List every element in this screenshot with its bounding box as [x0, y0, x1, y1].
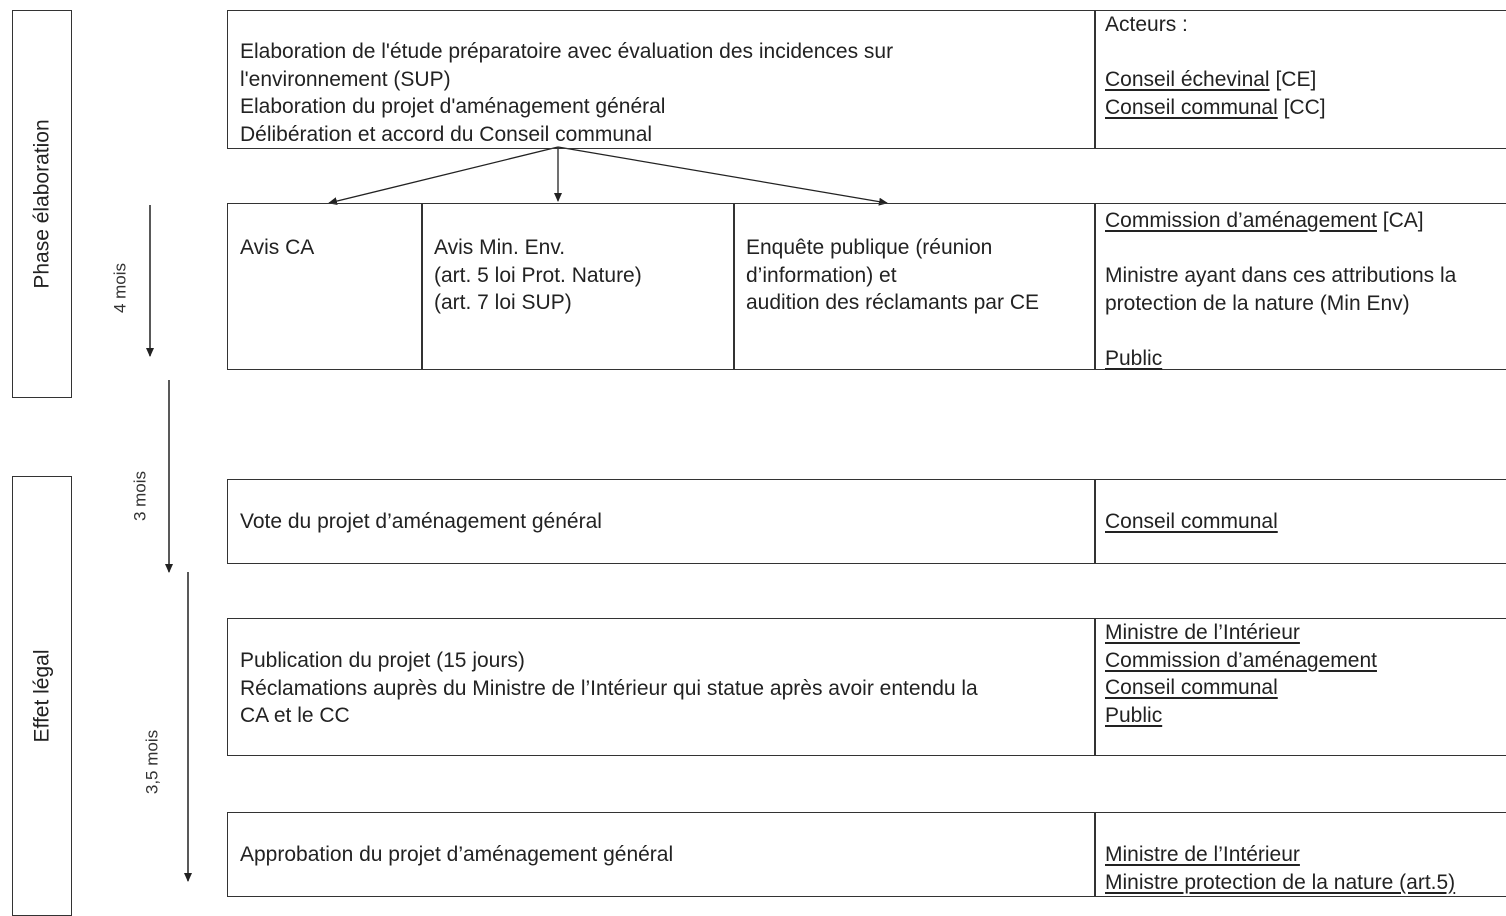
duration-4-mois: 4 mois — [110, 262, 130, 314]
step2-enquete-box — [733, 203, 1096, 370]
branch-arrow-enquete — [558, 147, 887, 203]
step1-line: l'environnement (SUP) — [240, 67, 451, 91]
duration-3-5-mois: 3,5 mois — [142, 729, 162, 795]
step1-text — [240, 38, 893, 148]
step3-actors-box — [1094, 479, 1506, 564]
step1-line: Elaboration du projet d'aménagement général — [240, 95, 666, 118]
step1-actors-box — [1094, 10, 1506, 149]
step4-actors — [1105, 619, 1377, 729]
step1-line: Délibération et accord du Conseil communal — [240, 122, 653, 146]
step2-avis-ca-box — [227, 203, 423, 370]
actor-abbr: [CC] — [1277, 95, 1326, 119]
step1-actors — [1105, 11, 1326, 121]
actor-name: Conseil communal — [1105, 676, 1278, 699]
step4-text — [240, 647, 978, 730]
step5-actors — [1105, 841, 1455, 896]
avis-min-line: Avis Min. Env. — [434, 236, 566, 259]
step5-actors-box — [1094, 812, 1506, 897]
duration-3-mois: 3 mois — [130, 470, 150, 522]
step4-line: Publication du projet (15 jours) — [240, 649, 525, 672]
enquete-line: Enquête publique (réunion — [746, 236, 993, 259]
actor-min-line: Ministre ayant dans ces attributions la — [1105, 264, 1457, 287]
phase-elaboration-label: Phase élaboration — [30, 119, 54, 289]
actor-name: Ministre protection de la nature (art.5) — [1105, 870, 1456, 894]
avis-min-text — [434, 234, 642, 317]
branch-arrow-ca — [329, 147, 558, 203]
actor-name: Conseil communal — [1105, 95, 1278, 119]
actor-item — [1105, 66, 1326, 94]
phase-effet-legal-label: Effet légal — [30, 649, 54, 743]
actor-name: Ministre de l’Intérieur — [1105, 843, 1300, 866]
step2-avis-min-box — [421, 203, 735, 370]
avis-min-line: (art. 5 loi Prot. Nature) — [434, 263, 642, 287]
step3-actor: Conseil communal — [1105, 510, 1278, 533]
step2-actors-box — [1094, 203, 1506, 370]
actor-name: Ministre de l’Intérieur — [1105, 621, 1300, 644]
enquete-text — [746, 234, 1039, 317]
step5-main-box — [227, 812, 1096, 897]
actor-public: Public — [1105, 346, 1163, 370]
step1-line: Elaboration de l'étude préparatoire avec évaluation des incidences sur — [240, 40, 894, 63]
actor-item — [1105, 207, 1456, 235]
actor-name: Conseil échevinal — [1105, 68, 1270, 91]
step4-main-box — [227, 618, 1096, 756]
actor-name: Commission d’aménagement — [1105, 648, 1377, 672]
step3-text: Vote du projet d’aménagement général — [240, 510, 602, 533]
actor-abbr: [CA] — [1376, 209, 1424, 232]
step4-actors-box — [1094, 618, 1506, 756]
enquete-line: d’information) et — [746, 263, 897, 287]
step4-line: CA et le CC — [240, 704, 350, 727]
avis-ca-text — [240, 234, 314, 262]
actor-abbr: [CE] — [1269, 68, 1317, 91]
step2-actors — [1105, 207, 1456, 372]
actor-min-line: protection de la nature (Min Env) — [1105, 291, 1410, 315]
avis-ca-label: Avis CA — [240, 236, 315, 259]
step3-main-box — [227, 479, 1096, 564]
actor-item — [1105, 94, 1326, 122]
avis-min-line: (art. 7 loi SUP) — [434, 291, 572, 314]
step1-main-box — [227, 10, 1096, 149]
enquete-line: audition des réclamants par CE — [746, 291, 1039, 314]
actor-name: Commission d’aménagement — [1105, 209, 1377, 232]
step5-text: Approbation du projet d’aménagement général — [240, 843, 674, 866]
actor-name: Public — [1105, 703, 1163, 727]
step4-line: Réclamations auprès du Ministre de l’Intérieur qui statue après avoir entendu la — [240, 676, 978, 700]
actors-title: Acteurs : — [1105, 13, 1188, 36]
